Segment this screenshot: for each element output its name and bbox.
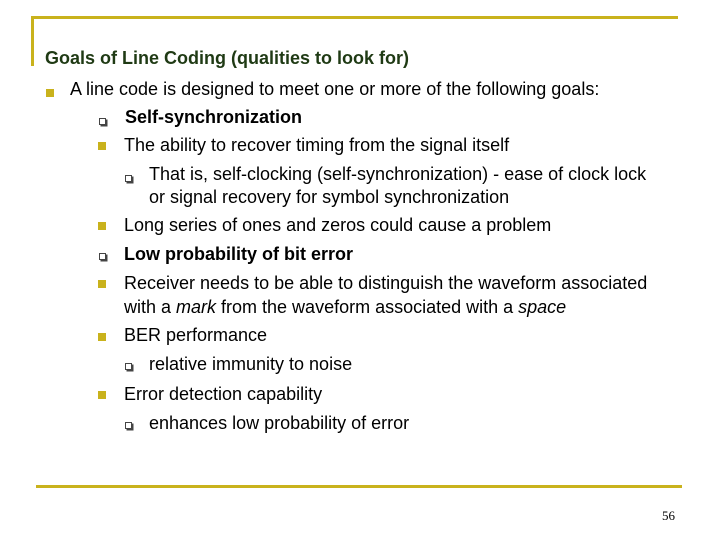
square-bullet-icon [98, 333, 106, 341]
bullet-line-5: Long series of ones and zeros could cause a problem [124, 215, 552, 235]
bullet-line-7: Receiver needs to be able to distinguish the waveform associated [124, 273, 648, 293]
text-run: with a [124, 297, 177, 317]
bullet-line-8: BER performance [124, 325, 268, 345]
bullet-line-4-cont: or signal recovery for symbol synchronization [149, 187, 510, 207]
slide-title [45, 48, 409, 69]
bottom-border-line [36, 485, 682, 488]
hollow-square-bullet-icon [125, 422, 132, 429]
top-border-line [31, 16, 678, 19]
slide-title-main: Goals of Line Coding [45, 48, 226, 68]
hollow-square-bullet-icon [125, 363, 132, 370]
hollow-square-bullet-icon [125, 175, 132, 182]
bullet-line-9: relative immunity to noise [149, 354, 353, 374]
bullet-line-3: The ability to recover timing from the signal itself [124, 135, 510, 155]
square-bullet-icon [46, 89, 54, 97]
page-number: 56 [662, 508, 675, 523]
hollow-square-bullet-icon [99, 118, 106, 125]
square-bullet-icon [98, 391, 106, 399]
bullet-line-10: Error detection capability [124, 384, 323, 404]
bullet-line-4: That is, self-clocking (self-synchronization) - ease of clock lock [149, 164, 647, 184]
emphasis-mark: mark [176, 297, 217, 317]
bullet-line-7-cont [124, 296, 566, 318]
bullet-line-2: Self-synchronization [125, 107, 303, 127]
square-bullet-icon [98, 222, 106, 230]
square-bullet-icon [98, 280, 106, 288]
text-run: from the waveform associated with a [216, 297, 519, 317]
slide-title-subtitle: (qualities to look for) [231, 48, 410, 68]
emphasis-space: space [518, 297, 567, 317]
bullet-line-1: A line code is designed to meet one or more of the following goals: [70, 79, 600, 99]
bullet-line-11: enhances low probability of error [149, 413, 410, 433]
left-border-line [31, 16, 34, 66]
hollow-square-bullet-icon [99, 253, 106, 260]
bullet-line-6: Low probability of bit error [124, 244, 353, 264]
square-bullet-icon [98, 142, 106, 150]
